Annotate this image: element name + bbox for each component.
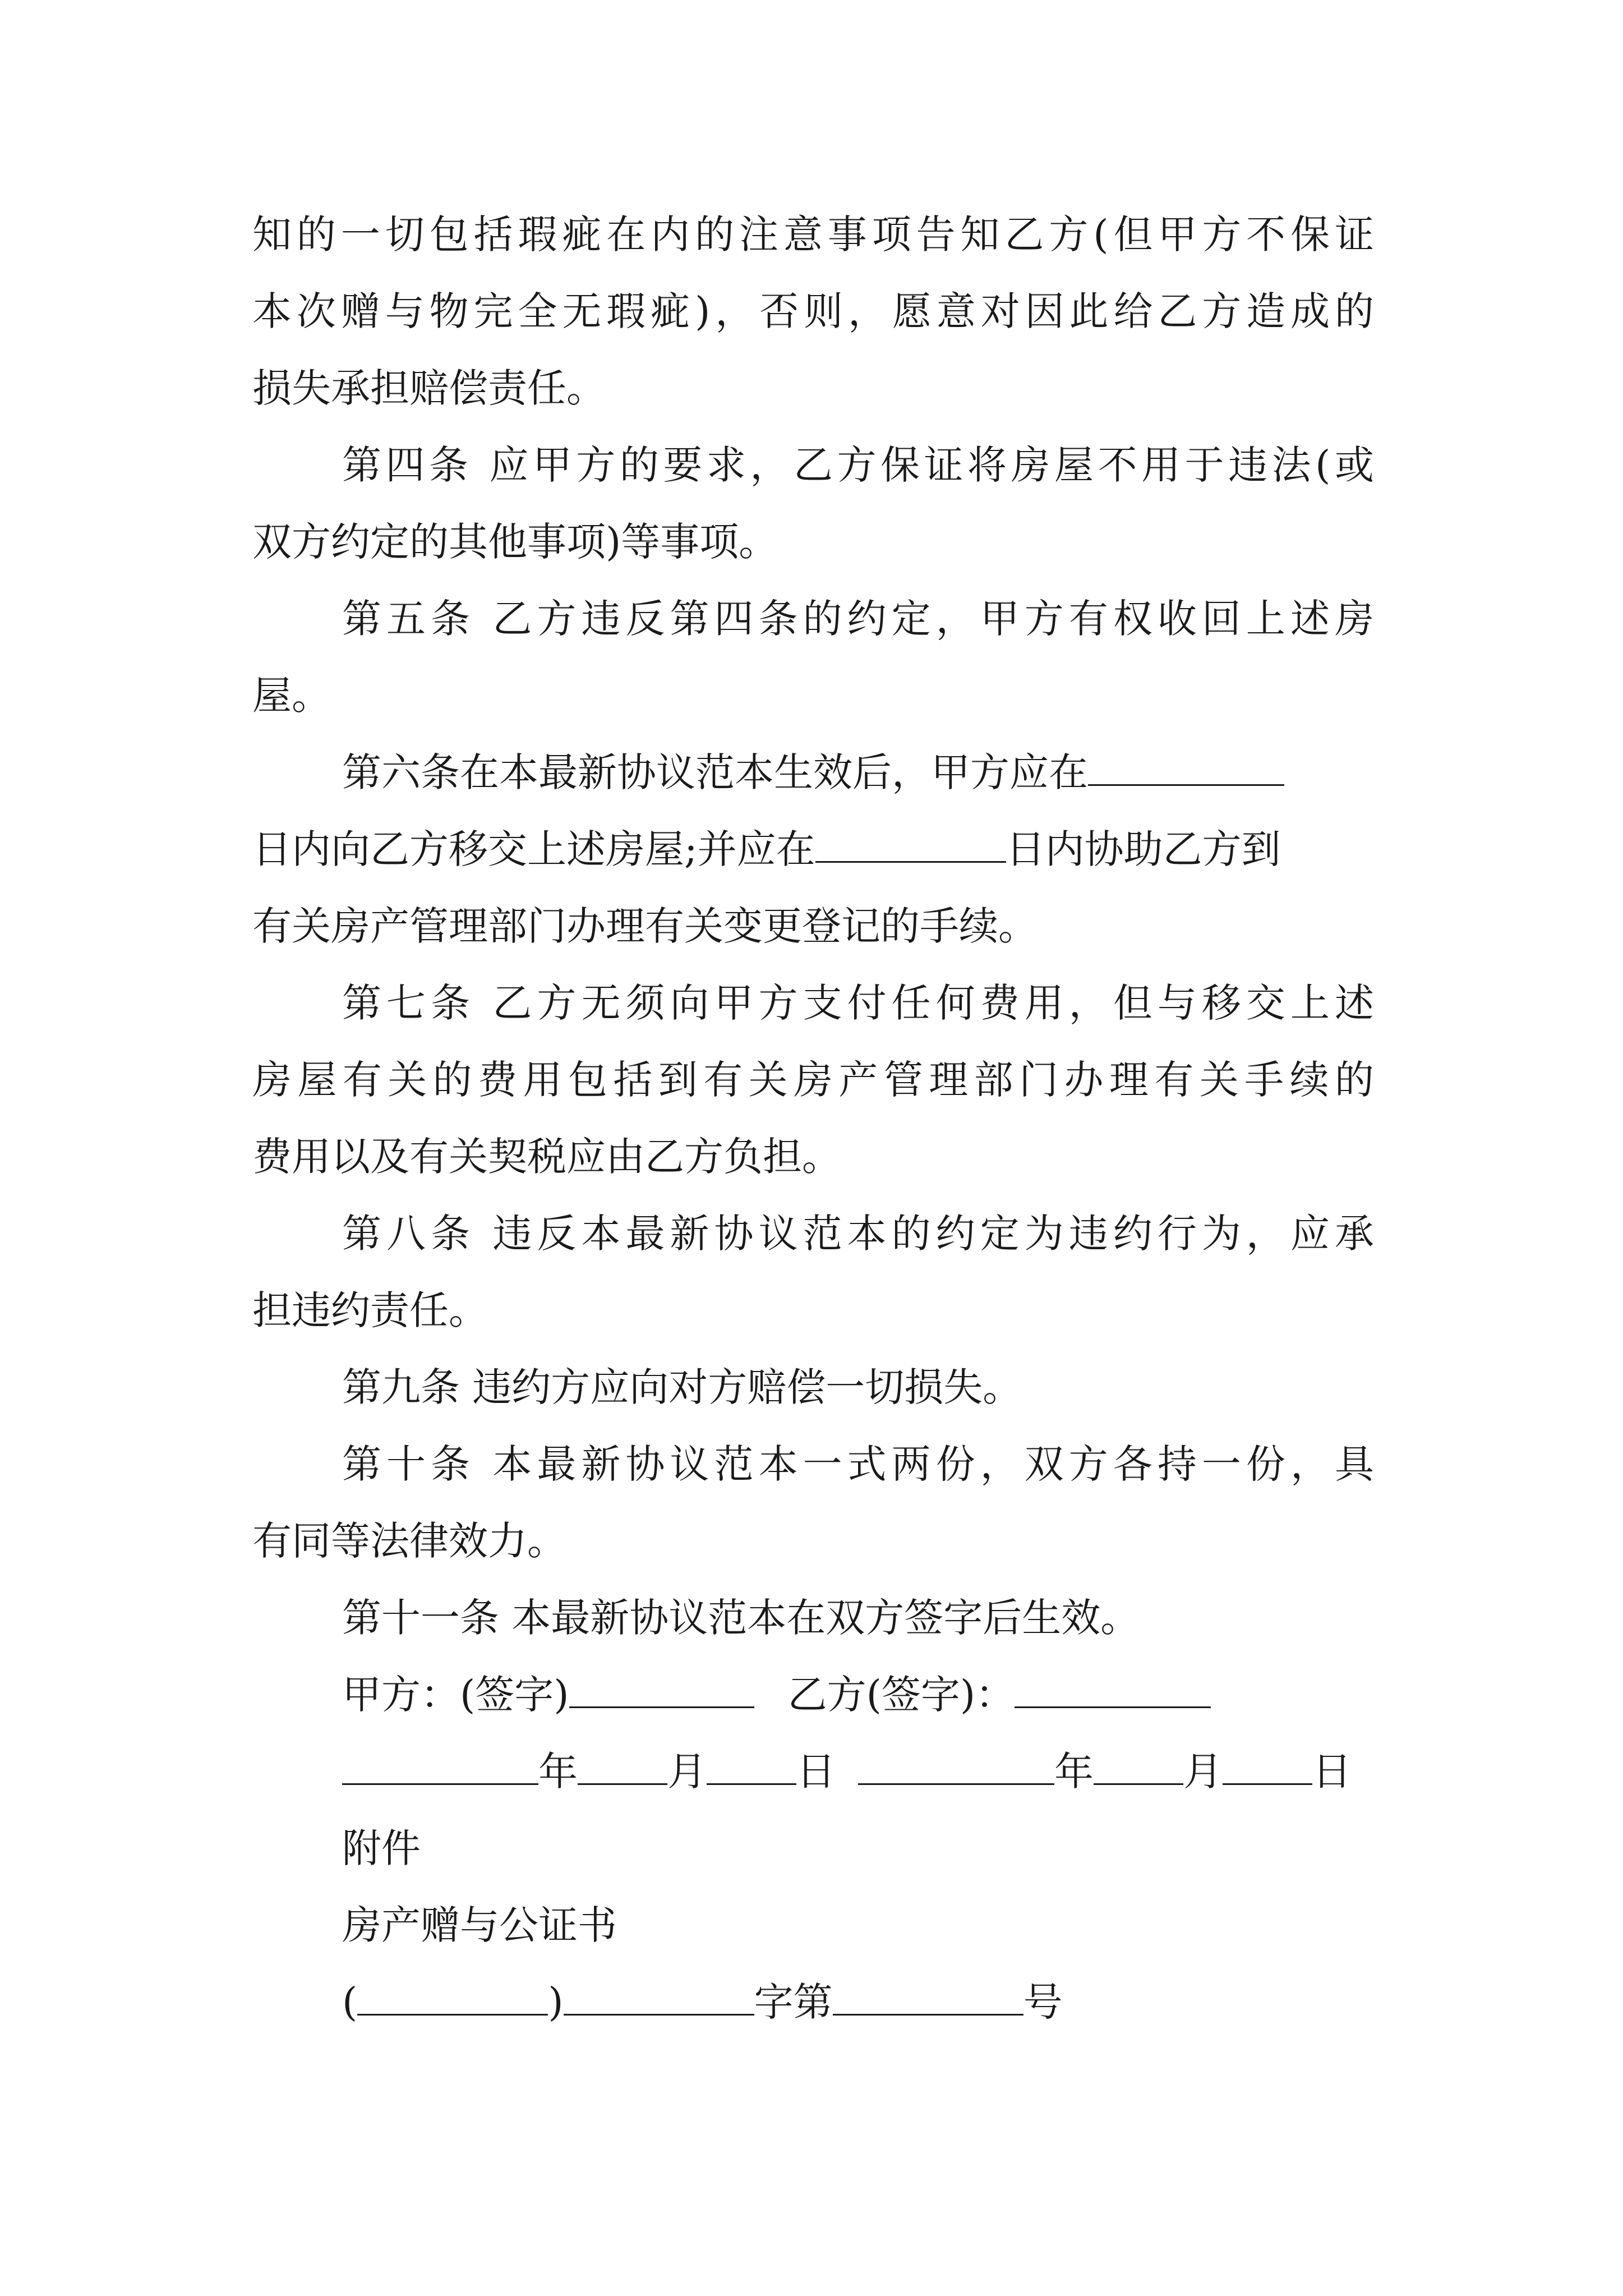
party-a-day-blank[interactable] xyxy=(707,1751,796,1785)
year-label-2: 年 xyxy=(1054,1749,1094,1795)
article4-line1: 第四条 应甲方的要求，乙方保证将房屋不用于违法(或 xyxy=(342,442,1374,488)
party-b-signature-blank[interactable] xyxy=(1015,1674,1211,1708)
article3-line3: 损失承担赔偿责任。 xyxy=(252,365,606,411)
date-line xyxy=(252,1733,1374,1810)
days-blank-2[interactable] xyxy=(815,829,1006,863)
article7-line1: 第七条 乙方无须向甲方支付任何费用，但与移交上述 xyxy=(342,980,1374,1026)
party-b-label: 乙方(签字)： xyxy=(787,1672,1015,1718)
signature-line xyxy=(252,1657,1374,1733)
party-a-month-blank[interactable] xyxy=(578,1751,667,1785)
year-label: 年 xyxy=(538,1749,578,1795)
article10-line2: 有同等法律效力。 xyxy=(252,1518,566,1564)
notary-zi-di: 字第 xyxy=(754,1979,833,2025)
article7-line2: 房屋有关的费用包括到有关房产管理部门办理有关手续的 xyxy=(252,1057,1374,1103)
party-b-year-blank[interactable] xyxy=(858,1751,1054,1785)
days-blank-1[interactable] xyxy=(1088,752,1284,786)
month-label: 月 xyxy=(667,1749,707,1795)
notary-office-blank[interactable] xyxy=(357,1981,548,2016)
notary-prefix-blank[interactable] xyxy=(564,1981,754,2016)
document-page xyxy=(252,196,1374,2041)
party-b-day-blank[interactable] xyxy=(1223,1751,1312,1785)
article5-line1: 第五条 乙方违反第四条的约定，甲方有权收回上述房 xyxy=(342,596,1374,642)
article3-line2: 本次赠与物完全无瑕疵)，否则，愿意对因此给乙方造成的 xyxy=(252,288,1374,334)
notary-open-paren: ( xyxy=(342,1979,358,2025)
article9-line1: 第九条 违约方应向对方赔偿一切损失。 xyxy=(342,1364,1022,1410)
party-a-signature-blank[interactable] xyxy=(569,1674,754,1708)
article10-line1: 第十条 本最新协议范本一式两份，双方各持一份，具 xyxy=(342,1441,1374,1487)
article3-line1: 知的一切包括瑕疵在内的注意事项告知乙方(但甲方不保证 xyxy=(252,211,1374,257)
day-label-2: 日 xyxy=(1312,1749,1352,1795)
article6-text-c: 日内协助乙方到 xyxy=(1006,826,1281,872)
article5-line2: 屋。 xyxy=(252,673,331,719)
notary-close-paren: ) xyxy=(548,1979,564,2025)
party-a-label: 甲方：(签字) xyxy=(342,1672,569,1718)
notary-number-blank[interactable] xyxy=(833,1981,1023,2016)
notary-hao: 号 xyxy=(1023,1979,1063,2025)
party-b-month-blank[interactable] xyxy=(1094,1751,1183,1785)
article11-line1: 第十一条 本最新协议范本在双方签字后生效。 xyxy=(342,1595,1140,1641)
article6-line1 xyxy=(252,734,1374,811)
attachment-label: 附件 xyxy=(342,1825,421,1871)
article6-line2 xyxy=(252,811,1374,888)
notary-number-line xyxy=(252,1964,1374,2041)
article8-line1: 第八条 违反本最新协议范本的约定为违约行为，应承 xyxy=(342,1211,1374,1257)
article8-line2: 担违约责任。 xyxy=(252,1287,488,1333)
month-label-2: 月 xyxy=(1183,1749,1223,1795)
article6-text-b: 日内向乙方移交上述房屋;并应在 xyxy=(252,826,815,872)
article6-line3: 有关房产管理部门办理有关变更登记的手续。 xyxy=(252,903,1038,949)
article6-text-a: 第六条在本最新协议范本生效后，甲方应在 xyxy=(342,749,1088,795)
day-label: 日 xyxy=(796,1749,836,1795)
notary-title: 房产赠与公证书 xyxy=(342,1902,617,1948)
party-a-year-blank[interactable] xyxy=(342,1751,538,1785)
article4-line2: 双方约定的其他事项)等事项。 xyxy=(252,519,778,565)
article7-line3: 费用以及有关契税应由乙方负担。 xyxy=(252,1134,841,1180)
